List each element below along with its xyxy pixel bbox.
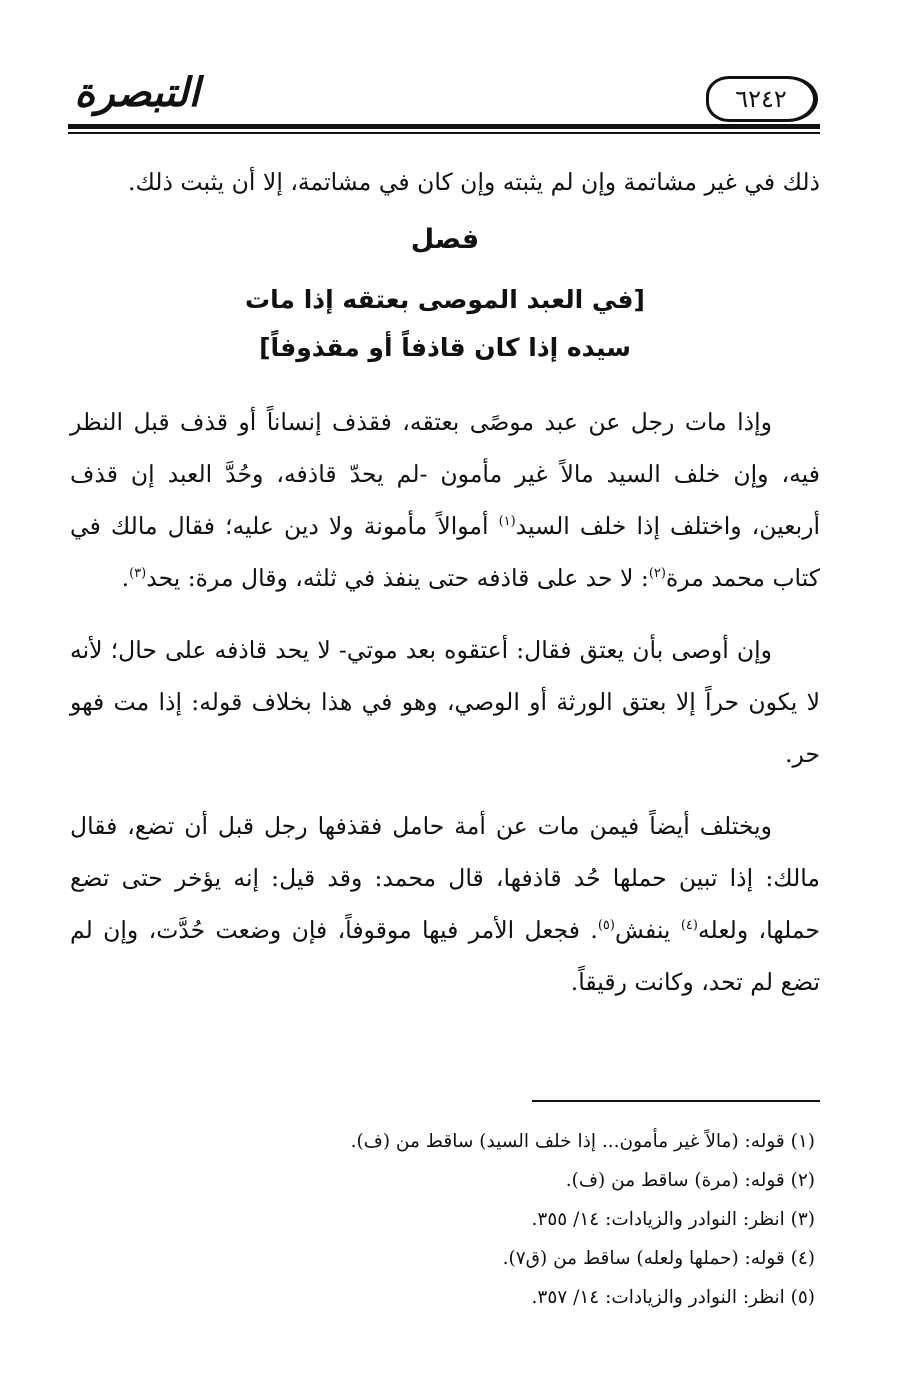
paragraph-2-text: وإن أوصى بأن يعتق فقال: أعتقوه بعد موتي- لا يحد قاذفه على حال؛ لأنه لا يكون حراً إلا بعتق الورثة أو الوصي، وهو في هذا بخلاف قوله: إذا مت فهو حر. — [70, 636, 820, 768]
paragraph-2 — [70, 624, 820, 780]
footnote-ref-4[interactable]: (٤) — [680, 918, 698, 934]
paragraph-1 — [70, 396, 820, 604]
paragraph-3-text-b: ينفش — [614, 916, 681, 944]
paragraph-3-text-a: ويختلف أيضاً فيمن مات عن أمة حامل فقذفها رجل قبل أن تضع، فقال مالك: إذا تبين حملها حُد قاذفها، قال محمد: وقد قيل: إنه يؤخر حتى تضع حملها، ولعله — [70, 812, 820, 944]
footnote-separator — [532, 1100, 820, 1102]
book-title: التبصرة — [74, 70, 200, 116]
section-title — [70, 276, 820, 372]
footnote-1: (١) قوله: (مالاً غير مأمون... إذا خلف السيد) ساقط من (ف). — [350, 1131, 815, 1152]
intro-line-block — [70, 156, 820, 208]
paragraph-1-text-c: : لا حد على قاذفه حتى ينفذ في ثلثه، وقال مرة: يحد — [146, 564, 649, 592]
paragraph-3-text-c: . فجعل الأمر فيها موقوفاً، فإن وضعت حُدَّت، وإن لم تضع لم تحد، وكانت رقيقاً. — [70, 916, 820, 996]
header-rule-thick — [68, 124, 820, 129]
footnotes — [70, 1122, 815, 1317]
footnote-5: (٥) انظر: النوادر والزيادات: ١٤/ ٣٥٧. — [531, 1287, 815, 1308]
header-rule-thin — [68, 132, 820, 134]
footnote-ref-1[interactable]: (١) — [498, 514, 516, 530]
paragraph-1-text-b: أموالاً مأمونة ولا دين عليه؛ فقال مالك في كتاب محمد مرة — [70, 512, 820, 592]
section-title-line-2: سيده إذا كان قاذفاً أو مقذوفاً] — [259, 333, 631, 362]
section-label: فصل — [410, 224, 480, 255]
paragraph-1-text-d: . — [121, 564, 130, 592]
footnote-2: (٢) قوله: (مرة) ساقط من (ف). — [565, 1170, 815, 1191]
footnote-4: (٤) قوله: (حملها ولعله) ساقط من (ق٧). — [502, 1248, 815, 1269]
footnote-ref-2[interactable]: (٢) — [648, 566, 666, 582]
section-title-line-1: [في العبد الموصى بعتقه إذا مات — [245, 285, 645, 314]
footnote-ref-3[interactable]: (٣) — [129, 566, 147, 582]
paragraph-1-text-a: وإذا مات رجل عن عبد موصًى بعتقه، فقذف إنساناً أو قذف قبل النظر فيه، وإن خلف السيد مالاً غير مأمون -لم يحدّ قاذفه، وحُدَّ العبد إن قذف أربعين، واختلف إذا خلف السيد — [70, 408, 820, 540]
footnote-3: (٣) انظر: النوادر والزيادات: ١٤/ ٣٥٥. — [531, 1209, 815, 1230]
intro-line: ذلك في غير مشاتمة وإن لم يثبته وإن كان في مشاتمة، إلا أن يثبت ذلك. — [128, 168, 820, 196]
page-number: ٦٢٤٢ — [735, 85, 787, 113]
paragraph-3 — [70, 800, 820, 1008]
footnote-ref-5[interactable]: (٥) — [597, 918, 615, 934]
page-number-badge — [706, 76, 818, 122]
